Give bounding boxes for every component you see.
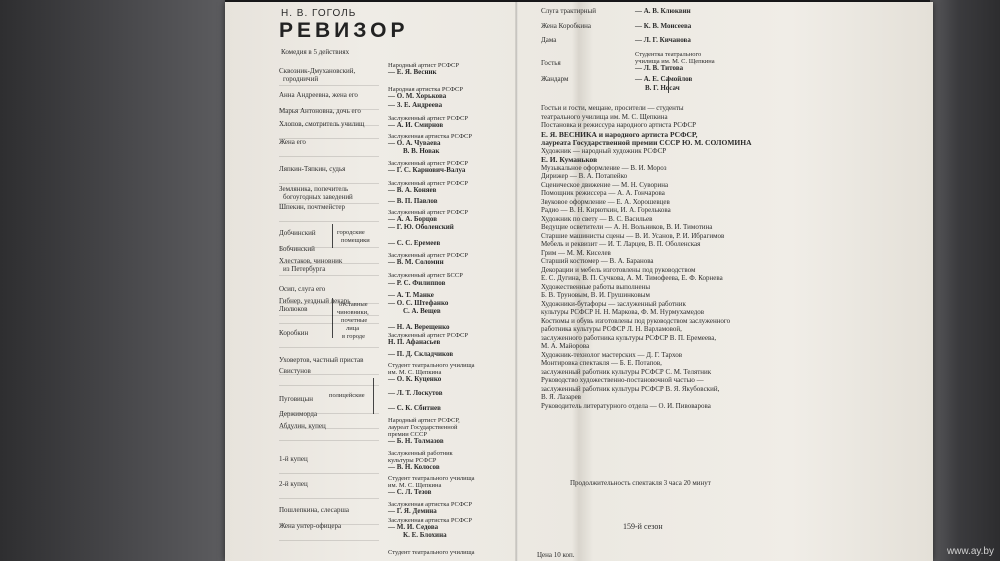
cast-actor: — О. А. Чуваева (388, 139, 441, 147)
credit-line: Звуковое оформление — Е. А. Хорошевцев (541, 197, 670, 206)
cast-actor: — О. М. Хорькова (388, 92, 447, 100)
credit-line: Сценическое движение — М. Н. Суворина (541, 180, 669, 189)
credit-line: театрального училища им. М. С. Щепкина (541, 112, 668, 121)
credit-line: М. А. Майорова (541, 342, 590, 350)
cast-actor: — К. В. Моисеева (635, 22, 692, 30)
cast-actor-title: Заслуженная артистка РСФСР (388, 517, 472, 524)
cast-actor: — Г. Ю. Оболенский (388, 223, 454, 231)
credit-line: Е. И. Куманьков (541, 155, 598, 164)
credit-line: Монтировка спектакля — Б. Е. Потапов, (541, 359, 662, 367)
cast-role: Добчинский (279, 229, 316, 237)
credit-line: В. Я. Лазарев (541, 393, 581, 401)
credit-line: Художник — народный художник РСФСР (541, 146, 667, 155)
label-pomeshchiki: помещики (341, 237, 370, 244)
cast-role: Пуговицын (279, 395, 313, 403)
cast-actor-title: Студент театрального училища (388, 549, 475, 556)
credit-line: культуры РСФСР Н. Н. Маркова, Ф. М. Нурмухамедов (541, 308, 705, 316)
cast-actor-title: Заслуженная артистка РСФСР (388, 133, 472, 140)
cast-role: Люлюков (279, 305, 308, 313)
credit-line: Дирижер — В. А. Потапейко (541, 172, 628, 180)
cast-role: Гостья (541, 59, 561, 67)
cast-role: Шпекин, почтмейстер (279, 203, 346, 211)
cast-role: Свистунов (279, 367, 311, 375)
credit-line: Б. В. Труновым, В. И. Грушинковым (541, 291, 650, 299)
row-divider (279, 183, 379, 184)
cast-actor-title: Заслуженный артист РСФСР (388, 332, 468, 339)
cast-actor-title: Народная артистка РСФСР (388, 86, 463, 93)
background-right (930, 0, 1000, 561)
row-divider (279, 473, 379, 474)
credit-line: Художник-технолог мастерских — Д. Г. Тархов (541, 350, 683, 359)
cast-actor-alt: С. А. Вещев (403, 307, 441, 315)
cast-actor: — А. В. Клюквин (635, 7, 691, 15)
season-label: 159-й сезон (623, 522, 663, 531)
cast-role: Осип, слуга его (279, 285, 326, 293)
cast-actor: — О. С. Штефанко (388, 299, 449, 307)
credit-line: Помощник режиссера — А. А. Гончарова (541, 189, 665, 197)
cast-actor: — З. Е. Андреева (388, 101, 443, 109)
credit-line: работника культуры РСФСР Л. Н. Варламовой, (541, 325, 682, 333)
cast-actor: — М. И. Седова (388, 523, 439, 531)
cast-actor: — С. К. Сбитнев (388, 404, 441, 412)
watermark: www.ay.by (946, 546, 994, 557)
credit-line: заслуженный работник культуры РСФСР В. Я. Якубовский, (541, 384, 720, 393)
cast-role: Слуга трактирный (541, 7, 596, 15)
cast-actor: — Л. Т. Лоскутов (388, 389, 443, 397)
credit-line: Е. С. Дугина, В. П. Сучкова, А. М. Тимофеева, Е. Ф. Корнева (541, 274, 723, 282)
cast-actor: — П. Д. Складчиков (388, 350, 454, 358)
label-litsa: лица (346, 325, 360, 332)
cast-actor: — В. Н. Колосов (388, 463, 440, 471)
credit-line: Руководитель литературного отдела — О. И. Пивоварова (541, 401, 711, 410)
cast-actor: — С. С. Еремеев (388, 239, 441, 247)
credit-line: Старшие машинисты сцены — В. И. Усанов, Р. И. Ибрагимов (541, 231, 725, 240)
cast-actor-title-line2: им. М. С. Щепкина (388, 482, 442, 489)
label-pochetnye: почетные (341, 317, 368, 324)
cast-role: Хлестаков, чиновник (279, 257, 343, 265)
program-sheet (225, 2, 933, 561)
row-divider (279, 221, 379, 222)
price-label: Цена 10 коп. (537, 551, 575, 559)
cast-role: Жена его (279, 138, 306, 146)
row-divider (279, 540, 379, 541)
cast-actor-title: Заслуженный артист РСФСР (388, 180, 468, 187)
row-divider (279, 385, 379, 386)
row-divider (279, 323, 379, 324)
cast-actor: — Г. Я. Демина (388, 507, 437, 515)
cast-actor-title: Заслуженный артист РСФСР (388, 252, 468, 259)
row-divider (279, 315, 379, 316)
cast-actor: — Б. Н. Толмазов (388, 437, 444, 445)
row-divider (279, 275, 379, 276)
credit-line: Музыкальное оформление — В. И. Мороз (541, 163, 667, 172)
cast-role: Уховертов, частный пристав (279, 356, 364, 364)
cast-actor-alt: В. Г. Носач (645, 84, 680, 92)
cast-role: Анна Андреевна, жена его (279, 91, 358, 99)
cast-actor-title: Заслуженный артист БССР (388, 272, 463, 279)
cast-actor-title: Заслуженная артистка РСФСР (388, 501, 472, 508)
cast-role: Бобчинский (279, 245, 315, 253)
cast-actor-title-line2: культуры РСФСР (388, 457, 437, 464)
cast-actor-title: Народный артист РСФСР, (388, 417, 460, 424)
cast-actor: — А. Т. Манке (388, 291, 434, 299)
cast-actor: — Л. В. Титова (635, 64, 684, 72)
cast-actor: — Р. С. Филиппов (388, 279, 446, 287)
cast-role: Держиморда (279, 410, 318, 418)
credit-line: Ведущие осветители — А. Н. Вольников, В. И. Тимотина (541, 223, 713, 231)
credit-line: Постановка и режиссура народного артиста РСФСР (541, 121, 697, 129)
cast-role: Жена унтер-офицера (279, 522, 342, 530)
credit-line: Художественные работы выполнены (541, 282, 651, 291)
credit-line: Грим — М. М. Киселев (541, 248, 611, 257)
row-divider (279, 498, 379, 499)
cast-actor-alt: К. Е. Блохина (403, 531, 447, 539)
cast-role-line2: богоугодных заведений (283, 193, 353, 201)
cast-actor: — С. Л. Тезов (388, 488, 432, 496)
cast-role: Пошлепкина, слесарша (279, 506, 349, 514)
play-title: РЕВИЗОР (279, 19, 409, 42)
cast-actor-alt: В. В. Новак (403, 147, 440, 155)
label-gorodskie: городские (337, 229, 365, 236)
brace-police (373, 378, 374, 414)
cast-actor: — В. А. Коняев (388, 186, 437, 194)
credit-line: Мебель и реквизит — И. Т. Ларцев, В. П. Оболенская (541, 240, 701, 248)
row-divider (279, 347, 379, 348)
brace-landowners (332, 224, 333, 248)
cast-role: Жандарм (541, 75, 569, 83)
cast-actor: — А. А. Борцов (388, 215, 438, 223)
cast-role-line2: городничий (283, 75, 319, 83)
cast-actor-title: Заслуженный артист РСФСР (388, 115, 468, 122)
cast-actor: — В. М. Соломин (388, 258, 444, 266)
cast-actor-title-line2: лауреат Государственной (388, 424, 458, 431)
cast-role: Земляника, попечитель (279, 185, 349, 193)
cast-actor: — Г. С. Карнович-Валуа (388, 166, 466, 174)
cast-role-line2: из Петербурга (283, 265, 326, 273)
cast-actor: — В. П. Павлов (388, 197, 438, 205)
cast-actor-title: Студентка театрального (635, 51, 702, 58)
cast-role: 1-й купец (279, 455, 308, 463)
cast-actor: — О. К. Куценко (388, 375, 442, 383)
paper-fold (515, 2, 518, 561)
row-divider (279, 440, 379, 441)
cast-role: Ляпкин-Тяпкин, судья (279, 165, 346, 173)
row-divider (279, 85, 379, 86)
cast-actor-title: Заслуженный артист РСФСР (388, 209, 468, 216)
cast-role: Коробкин (279, 329, 309, 337)
author: Н. В. ГОГОЛЬ (281, 8, 357, 19)
cast-actor-title: Народный артист РСФСР (388, 62, 459, 69)
cast-role: Дама (541, 36, 557, 44)
cast-actor: — Н. А. Верещенко (388, 323, 450, 331)
cast-role: Жена Коробкина (541, 22, 592, 30)
label-v-gorode: в городе (342, 333, 365, 340)
credit-line: заслуженный работник культуры РСФСР С. М. Телятник (541, 367, 712, 376)
duration-note: Продолжительность спектакля 3 часа 20 минут (570, 479, 711, 487)
credit-line: Руководство художественно-постановочной частью — (541, 376, 704, 384)
cast-actor-title: Студент театрального училища (388, 475, 475, 482)
cast-actor-title: Заслуженный артист РСФСР (388, 160, 468, 167)
credit-line: заслуженного работника культуры РСФСР В. П. Еремеева, (541, 333, 717, 342)
credit-line: Декорации и мебель изготовлены под руководством (541, 265, 696, 274)
cast-actor: Н. П. Афанасьев (388, 338, 441, 346)
credit-line: Художник по свету — В. С. Васильев (541, 214, 653, 223)
cast-actor-title-line2: им. М. С. Щепкина (388, 369, 442, 376)
cast-actor-title-line3: премии СССР (388, 431, 427, 438)
cast-role: Гибнер, уездный лекарь (279, 297, 351, 305)
cast-role: Сквозник-Дмухановский, (279, 67, 356, 75)
cast-actor: — А. И. Смирнов (388, 121, 444, 129)
cast-role: Хлопов, смотритель училищ (279, 120, 365, 128)
cast-actor-title: Заслуженный работник (388, 450, 453, 457)
cast-role: 2-й купец (279, 480, 308, 488)
credit-line: Художники-бутафоры — заслуженный работник (541, 299, 686, 308)
credit-line: Гостьи и гости, мещане, просители — студенты (541, 104, 684, 112)
credit-line: Е. Я. ВЕСНИКА и народного артиста РСФСР, (541, 129, 698, 139)
credit-line: Радио — В. Н. Кирюткин, И. А. Горелькова (541, 206, 671, 214)
cast-actor-title-line2: училища им. М. С. Щепкина (635, 58, 715, 65)
label-otstavnye: отставные (339, 301, 368, 308)
credit-line: лауреата Государственной премии СССР Ю. М. СОЛОМИНА (541, 138, 752, 147)
cast-actor: — А. Е. Самойлов (635, 75, 693, 83)
background-left (0, 0, 225, 561)
label-chinovniki: чиновники, (337, 309, 369, 316)
cast-role: Абдулин, купец (279, 422, 326, 430)
cast-actor: — Л. Г. Кичанова (635, 36, 691, 44)
play-subtitle: Комедия в 5 действиях (281, 48, 350, 56)
cast-actor-title: Студент театрального училища (388, 362, 475, 369)
label-politseyskie: полицейские (329, 392, 365, 399)
credit-line: Костюмы и обувь изготовлены под руководством заслуженного (541, 316, 731, 325)
credit-line: Старший костюмер — В. А. Баранова (541, 257, 654, 265)
cast-actor: — Е. Я. Весник (388, 68, 437, 76)
cast-role: Марья Антоновна, дочь его (279, 107, 361, 115)
row-divider (279, 156, 379, 157)
